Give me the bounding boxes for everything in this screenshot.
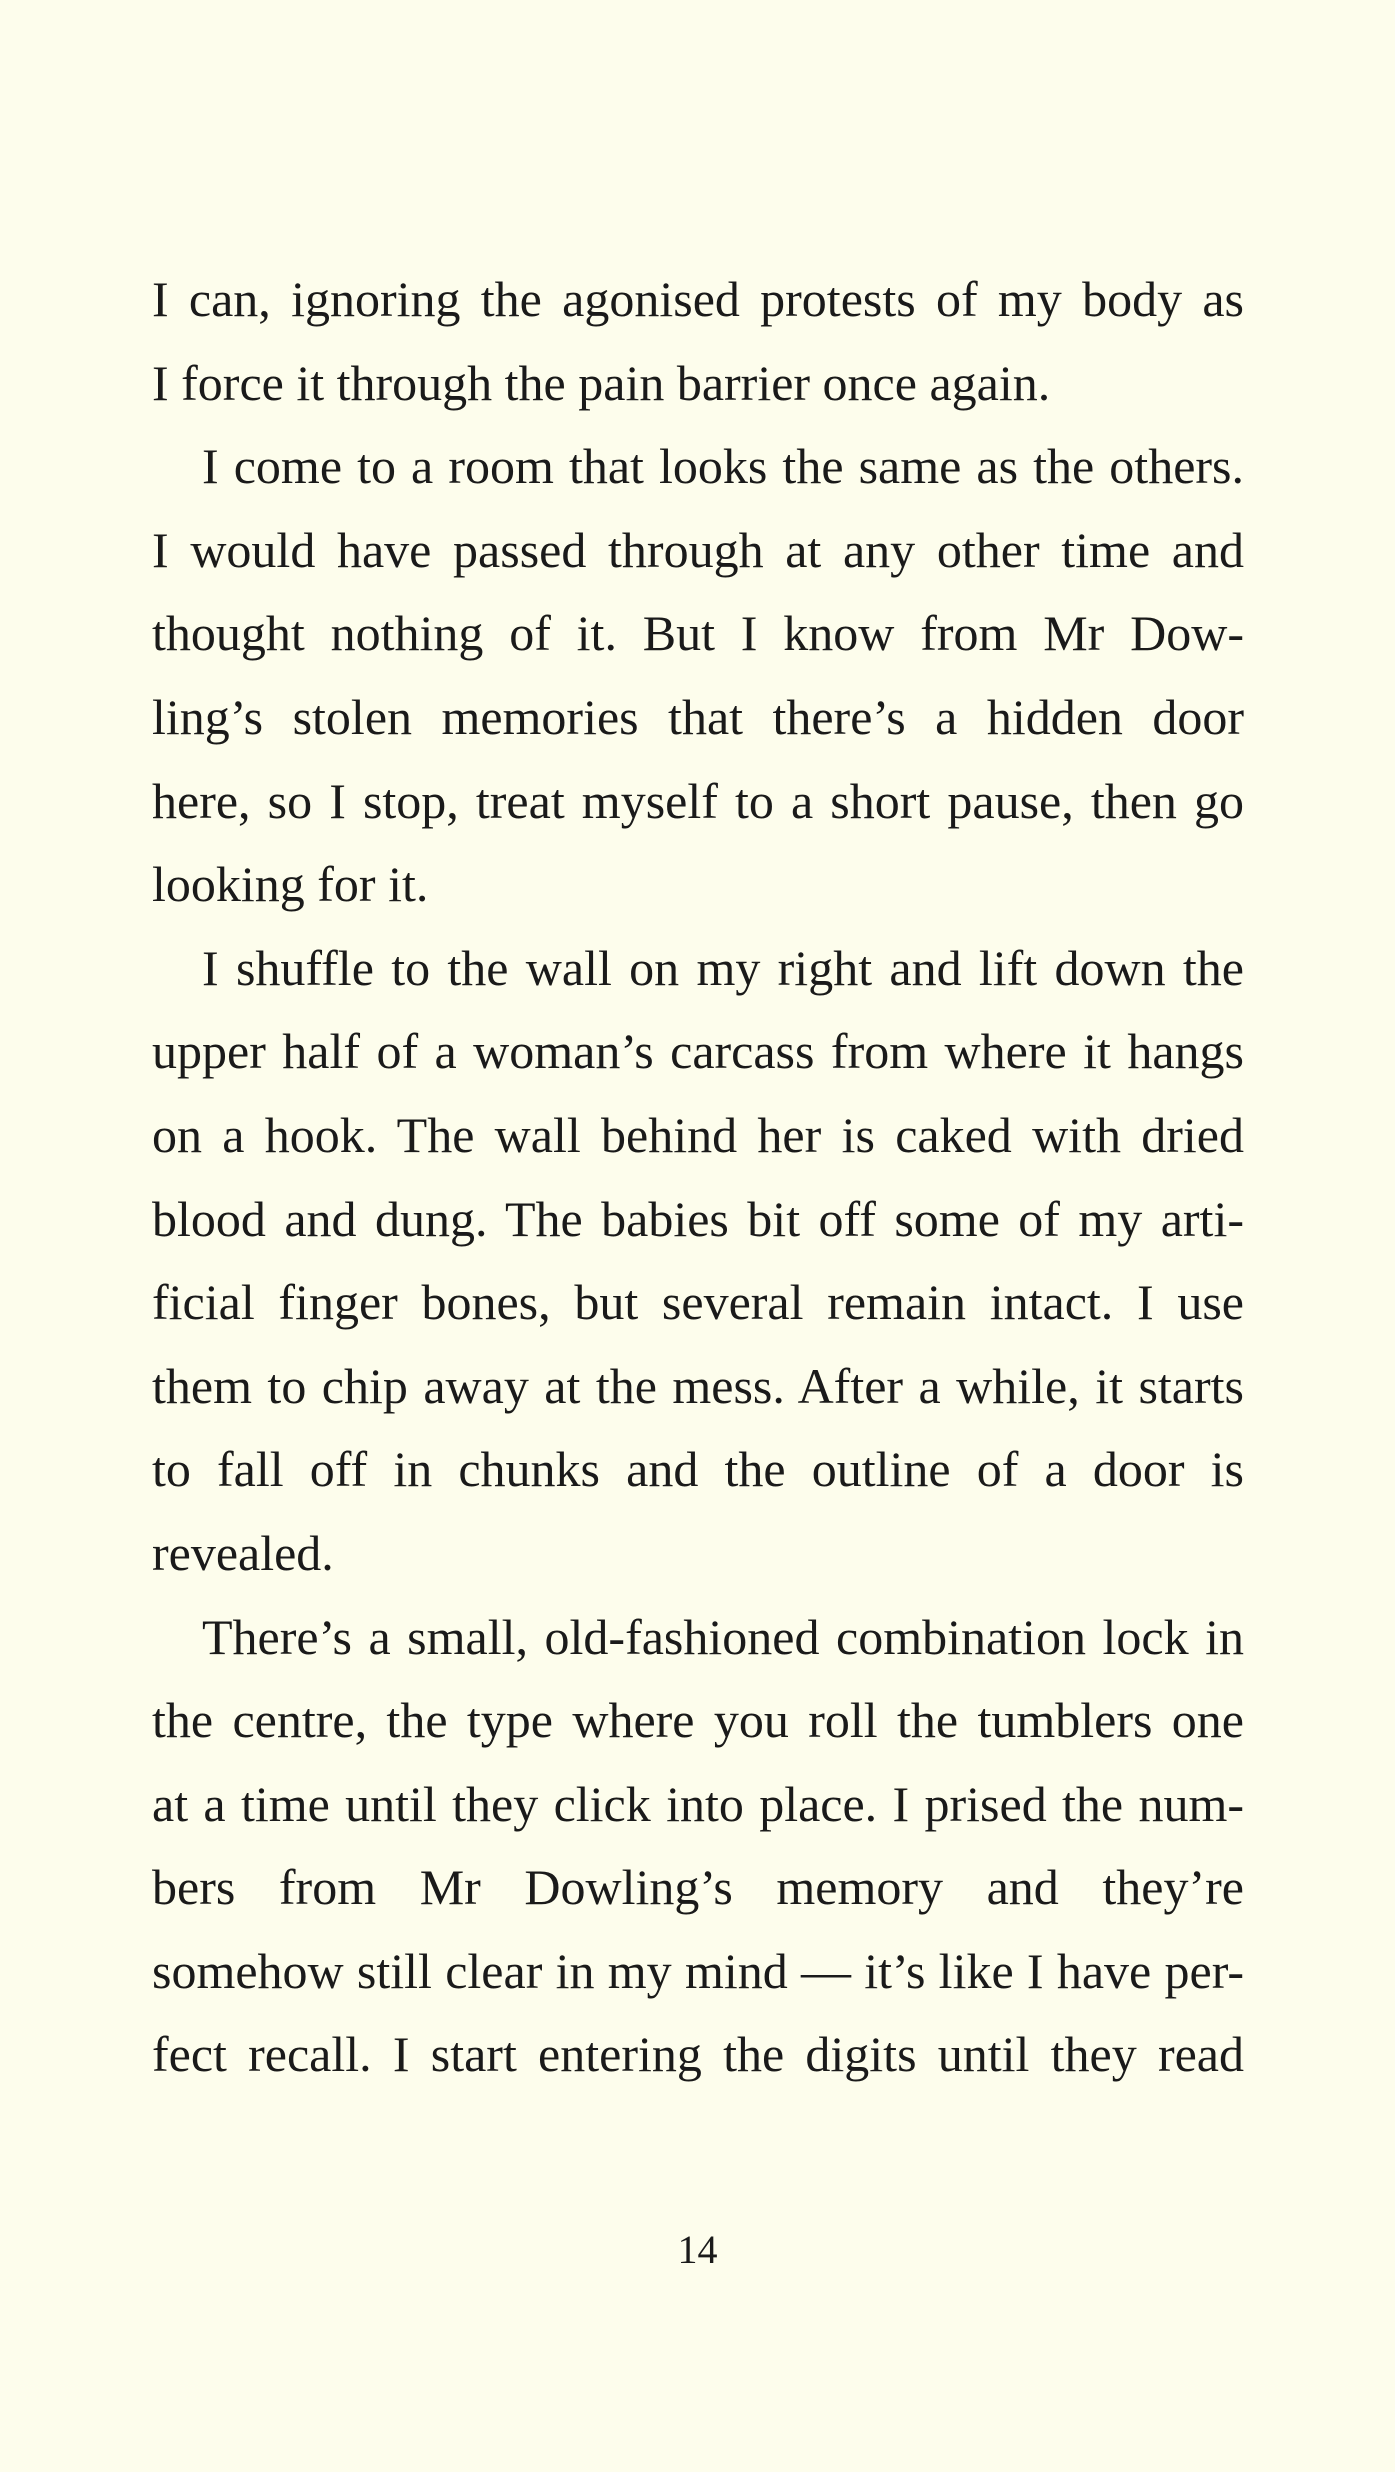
paragraph-start-line: I shuffle to the wall on my right and lift down the xyxy=(202,939,1244,996)
text-line: ling’s stolen memories that there’s a hidden door xyxy=(152,688,1244,745)
text-line: thought nothing of it. But I know from Mr Dow- xyxy=(152,605,1244,662)
page-number: 14 xyxy=(677,2227,718,2272)
text-line: bers from Mr Dowling’s memory and they’re xyxy=(152,1859,1244,1916)
text-line: I force it through the pain barrier once again. xyxy=(152,354,1051,411)
text-line: fect recall. I start entering the digits until they read xyxy=(152,2026,1244,2083)
text-line: looking for it. xyxy=(152,856,429,913)
text-line: to fall off in chunks and the outline of a door is xyxy=(152,1441,1244,1498)
text-line: here, so I stop, treat myself to a short pause, then go xyxy=(152,772,1244,829)
text-line: on a hook. The wall behind her is caked with dried xyxy=(152,1106,1244,1163)
text-line: ficial finger bones, but several remain intact. I use xyxy=(152,1274,1244,1331)
paragraph-start-line: There’s a small, old-fashioned combination lock in xyxy=(202,1608,1244,1665)
paragraph-start-line: I come to a room that looks the same as the others. xyxy=(202,438,1244,495)
body-text xyxy=(152,258,1244,2097)
text-line: them to chip away at the mess. After a while, it starts xyxy=(152,1357,1244,1414)
text-line: at a time until they click into place. I prised the num- xyxy=(152,1775,1244,1832)
text-line: blood and dung. The babies bit off some of my arti- xyxy=(152,1190,1244,1247)
text-line: revealed. xyxy=(152,1524,334,1581)
text-line: I would have passed through at any other time and xyxy=(152,521,1244,578)
text-line: I can, ignoring the agonised protests of my body as xyxy=(152,271,1244,327)
text-line: the centre, the type where you roll the tumblers one xyxy=(152,1692,1244,1749)
text-line: somehow still clear in my mind — it’s like I have per- xyxy=(152,1942,1244,1999)
text-line: upper half of a woman’s carcass from where it hangs xyxy=(152,1023,1244,1080)
